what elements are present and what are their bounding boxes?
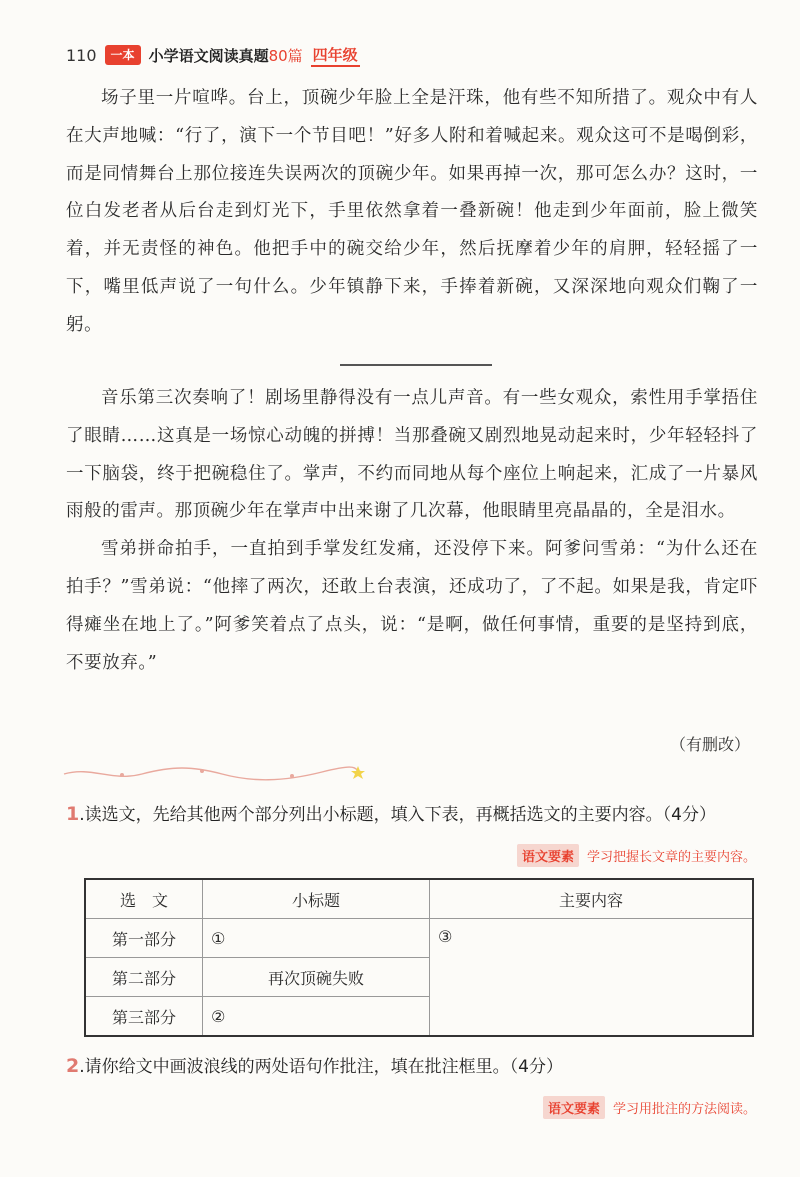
page-number: 110 xyxy=(66,45,97,65)
table-header: 小标题 xyxy=(203,879,430,919)
question-number: 1 xyxy=(66,803,80,825)
brand-logo: 一本 xyxy=(105,45,141,65)
tag-badge: 语文要素 xyxy=(517,844,579,867)
book-count: 80篇 xyxy=(268,46,303,65)
paragraph: 雪弟拼命拍手，一直拍到手掌发红发痛，还没停下来。阿爹问雪弟：“为什么还在拍手？”雪弟说：“他摔了两次，还敢上台表演，还成功了，了不起。如果是我，肯定吓得瘫坐在地上了。”阿爹笑着点了点头，说：“是啊，做任何事情，重要的是坚持到底，不要放弃。” xyxy=(66,539,758,673)
answer-table xyxy=(84,878,754,1037)
table-header: 选 文 xyxy=(85,879,203,919)
table-header-row xyxy=(85,879,753,919)
section-divider xyxy=(340,364,492,366)
table-row xyxy=(85,919,753,958)
title-cell: 再次顶碗失败 xyxy=(203,958,430,997)
tag-text: 学习用批注的方法阅读。 xyxy=(612,1102,756,1117)
part-label: 第一部分 xyxy=(85,919,203,958)
title-blank-2[interactable]: ② xyxy=(203,997,430,1037)
grade-label: 四年级 xyxy=(311,44,360,67)
book-title xyxy=(149,45,303,66)
question-text: .请你给文中画波浪线的两处语句作批注，填在批注框里。（4分） xyxy=(79,1057,563,1077)
tag-text: 学习把握长文章的主要内容。 xyxy=(586,850,756,865)
question-1-tag xyxy=(517,844,756,867)
paragraph: 场子里一片喧哗。台上，顶碗少年脸上全是汗珠，他有些不知所措了。观众中有人在大声地喊：“行了，演下一个节目吧！”好多人附和着喊起来。观众这可不是喝倒彩，而是同情舞台上那位接连失误两次的顶碗少年。如果再掉一次，那可怎么办？这时，一位白发老者从后台走到灯光下，手里依然拿着一叠新碗！他走到少年面前，脸上微笑着，并无责怪的神色。他把手中的碗交给少年，然后抚摩着少年的肩胛，轻轻摇了一下，嘴里低声说了一句什么。少年镇静下来，手捧着新碗，又深深地向观众们鞠了一躬。 xyxy=(66,88,758,335)
question-2-tag xyxy=(543,1096,756,1119)
question-number: 2 xyxy=(66,1055,80,1077)
part-label: 第二部分 xyxy=(85,958,203,997)
main-content-blank[interactable]: ③ xyxy=(430,919,754,1037)
book-title-text: 小学语文阅读真题 xyxy=(148,46,269,65)
passage-bottom xyxy=(66,380,758,682)
tag-badge: 语文要素 xyxy=(543,1096,605,1119)
table-header: 主要内容 xyxy=(430,879,754,919)
passage-top xyxy=(66,80,758,345)
paragraph: 音乐第三次奏响了！剧场里静得没有一点儿声音。有一些女观众，索性用手掌捂住了眼睛……这真是一场惊心动魄的拼搏！当那叠碗又剧烈地晃动起来时，少年轻轻抖了一下脑袋，终于把碗稳住了。掌声，不约而同地从每个座位上响起来，汇成了一片暴风雨般的雷声。那顶碗少年在掌声中出来谢了几次幕，他眼睛里亮晶晶的，全是泪水。 xyxy=(66,388,759,522)
title-blank-1[interactable]: ① xyxy=(203,919,430,958)
decorative-vine xyxy=(62,762,372,784)
question-text: .读选文，先给其他两个部分列出小标题，填入下表，再概括选文的主要内容。（4分） xyxy=(79,805,716,825)
question-2 xyxy=(66,1052,766,1077)
source-note: （有删改） xyxy=(669,735,750,754)
part-label: 第三部分 xyxy=(85,997,203,1037)
question-1 xyxy=(66,800,766,825)
page-header xyxy=(66,42,360,68)
